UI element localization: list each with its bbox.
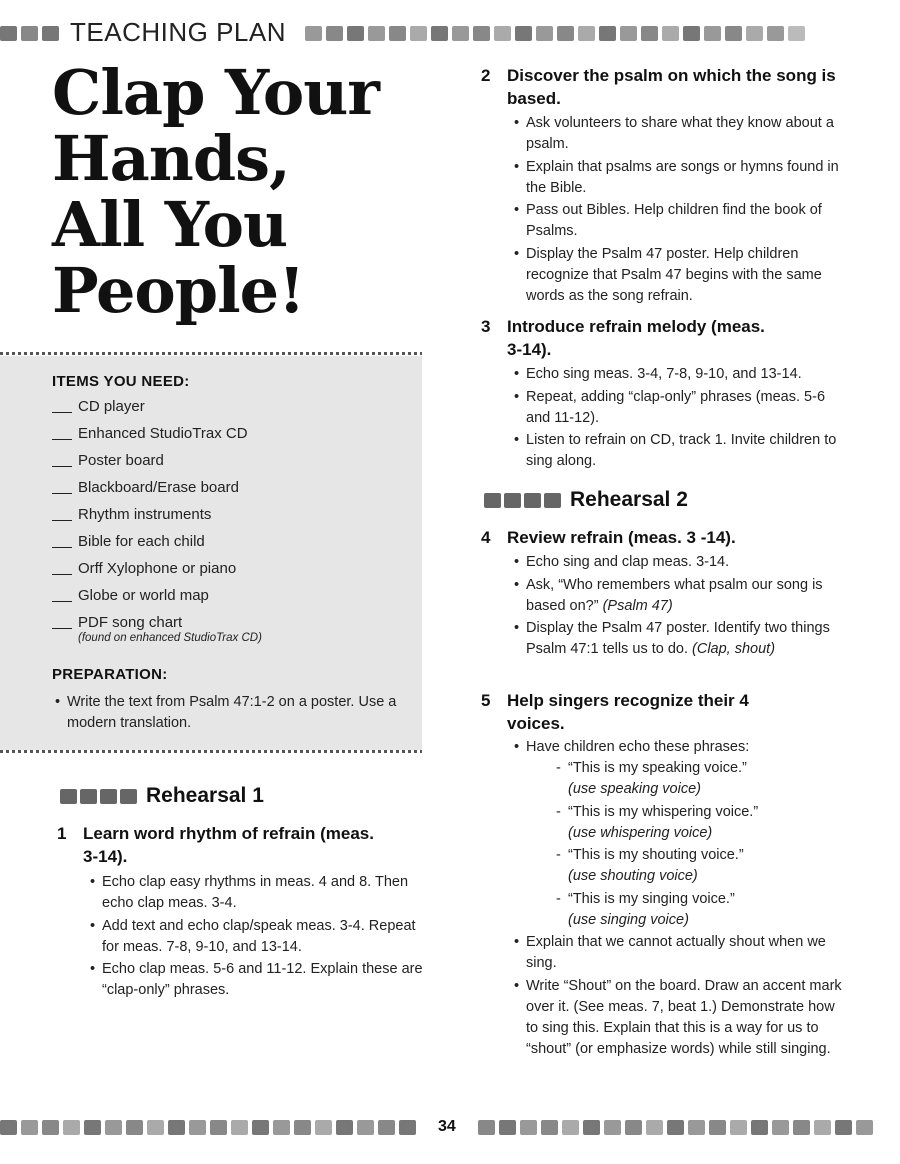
list-item: Enhanced StudioTrax CD (52, 425, 262, 452)
step-4 (481, 526, 847, 549)
page-number: 34 (438, 1118, 456, 1135)
list-item: • Echo sing and clap meas. 3-14. (514, 552, 850, 573)
list-item: • Write the text from Psalm 47:1-2 on a poster. Use a modern translation. (55, 692, 415, 734)
step-5 (481, 689, 797, 735)
step-number: 3 (481, 317, 491, 336)
section-label: TEACHING PLAN (70, 17, 286, 47)
list-item: • Ask volunteers to share what they know about a psalm. (514, 113, 844, 155)
list-item: • Display the Psalm 47 poster. Help children recognize that Psalm 47 begins with the same words as the song refrain. (514, 244, 844, 307)
step-title: Review refrain (meas. 3 -14). (507, 528, 736, 547)
preparation-list (55, 692, 415, 736)
rehearsal-1-heading (60, 784, 264, 808)
step-2-bullets (514, 113, 844, 308)
step-3-bullets (514, 364, 844, 474)
footer-blocks-left (0, 1120, 416, 1135)
list-item: • Have children echo these phrases: - “This is my speaking voice.” (use speaking voice) - “This is my whispering voice.” (use whispering voice) - “This is my shouting voice.” (use shouting voice) - “This is my singing voice.” (use singing voice) (514, 737, 844, 931)
heading-blocks (60, 789, 137, 804)
title-line-2: Hands, (52, 122, 290, 195)
list-item: - “This is my shouting voice.” (use shouting voice) (556, 845, 844, 887)
phrase-list (556, 758, 844, 931)
list-item: Blackboard/Erase board (52, 479, 262, 506)
step-2 (481, 64, 847, 110)
list-item: • Echo sing meas. 3-4, 7-8, 9-10, and 13-14. (514, 364, 844, 385)
title-line-4: People! (52, 254, 305, 327)
items-heading: ITEMS YOU NEED: (52, 373, 190, 390)
step-title: Introduce refrain melody (meas. 3-14). (507, 317, 765, 359)
box-bottom-divider (0, 750, 422, 753)
step-title: Help singers recognize their 4 voices. (507, 691, 749, 733)
rehearsal-2-heading (484, 488, 688, 512)
header-blocks-right (305, 26, 805, 41)
list-item: • Add text and echo clap/speak meas. 3-4. Repeat for meas. 7-8, 9-10, and 13-14. (90, 916, 430, 958)
list-item: • Display the Psalm 47 poster. Identify two things Psalm 47:1 tells us to do. (Clap, shout) (514, 618, 850, 660)
header-blocks-left (0, 26, 59, 41)
preparation-heading: PREPARATION: (52, 666, 168, 683)
list-item: • Echo clap easy rhythms in meas. 4 and 8. Then echo clap meas. 3-4. (90, 872, 430, 914)
step-number: 1 (57, 824, 67, 843)
title-line-1: Clap Your (52, 56, 379, 129)
step-4-bullets (514, 552, 850, 662)
title-line-3: All You (52, 188, 288, 261)
footer-blocks-right (478, 1120, 873, 1135)
list-item: - “This is my whispering voice.” (use whispering voice) (556, 802, 844, 844)
step-5-bullets (514, 737, 844, 1061)
items-list (52, 398, 262, 656)
list-item: CD player (52, 398, 262, 425)
step-number: 4 (481, 528, 491, 547)
list-item: Globe or world map (52, 587, 262, 614)
rehearsal-2-title: Rehearsal 2 (570, 488, 688, 511)
list-item: • Listen to refrain on CD, track 1. Invite children to sing along. (514, 430, 844, 472)
list-item: • Write “Shout” on the board. Draw an accent mark over it. (See meas. 7, beat 1.) Demonstrate how to sing this. Explain that this is a way for us to “shout” (or emphasize words) while still singing. (514, 976, 844, 1060)
list-item: Orff Xylophone or piano (52, 560, 262, 587)
list-item: • Repeat, adding “clap-only” phrases (meas. 5-6 and 11-12). (514, 387, 844, 429)
step-number: 5 (481, 691, 491, 710)
page-title (52, 56, 379, 327)
step-3 (481, 315, 767, 361)
pdf-note: (found on enhanced StudioTrax CD) (78, 632, 262, 644)
list-item: • Pass out Bibles. Help children find the book of Psalms. (514, 200, 844, 242)
box-top-divider (0, 352, 422, 355)
step-1-bullets (90, 872, 430, 1003)
list-item: Bible for each child (52, 533, 262, 560)
list-item: • Explain that we cannot actually shout when we sing. (514, 932, 844, 974)
step-title: Discover the psalm on which the song is based. (507, 66, 836, 108)
heading-blocks (484, 493, 561, 508)
rehearsal-1-title: Rehearsal 1 (146, 784, 264, 807)
list-item: PDF song chart (found on enhanced StudioTrax CD) (52, 614, 262, 656)
step-number: 2 (481, 66, 491, 85)
list-item: • Echo clap meas. 5-6 and 11-12. Explain these are “clap-only” phrases. (90, 959, 430, 1001)
list-item: • Ask, “Who remembers what psalm our song is based on?” (Psalm 47) (514, 575, 850, 617)
list-item: Poster board (52, 452, 262, 479)
list-item: - “This is my singing voice.” (use singing voice) (556, 889, 844, 931)
list-item: Rhythm instruments (52, 506, 262, 533)
list-item: • Explain that psalms are songs or hymns found in the Bible. (514, 157, 844, 199)
list-item: - “This is my speaking voice.” (use speaking voice) (556, 758, 844, 800)
step-1 (57, 822, 383, 868)
step-title: Learn word rhythm of refrain (meas. 3-14). (83, 824, 374, 866)
